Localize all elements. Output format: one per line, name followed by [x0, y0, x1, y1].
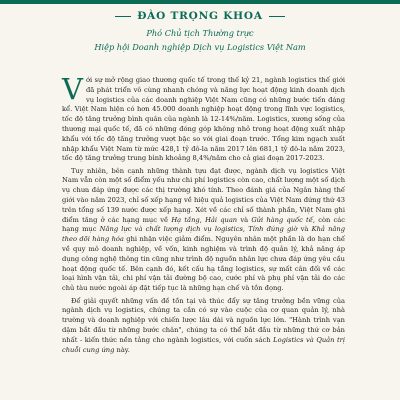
decorative-dash-left	[115, 16, 131, 17]
author-organization: Hiệp hội Doanh nghiệp Dịch vụ Logistics Việt Nam	[94, 42, 306, 52]
paragraph-1	[62, 72, 345, 164]
separator: ,	[242, 225, 249, 234]
foreword-body	[62, 72, 346, 358]
term-service-quality: Năng lực và chất lượng dịch vụ logistics	[99, 225, 243, 234]
paragraph-2	[62, 167, 345, 294]
paragraph-2-text-a: Tuy nhiên, bên cạnh những thành tựu đạt được, ngành dịch vụ logistics Việt Nam vẫn còn một số điểm yếu như chi phí logistics còn cao, chất lượng một số dịch vụ chưa đáp ứng được các thị trường khó tính. Theo đánh giá của Ngân hàng thế giới vào năm 2023, chỉ số xếp hạng về hiệu quả logistics của Việt Nam đứng thứ 43 trên tổng số 139 nước được xếp hạng. Xét về các chỉ số thành phần, Việt Nam ghi điểm tăng ở các hạng mục về	[62, 166, 346, 224]
term-timeliness: Tính đúng giờ	[248, 225, 298, 234]
author-heading	[0, 10, 400, 22]
decorative-dash-right	[269, 16, 285, 17]
book-title: Logistics và Quản trị chuỗi cung ứng	[62, 335, 345, 354]
paragraph-3-text-a: Để giải quyết những vấn đề tồn tại và thúc đẩy sự tăng trưởng bền vững của ngành dịch vụ logistics, chúng ta cần có sự vào cuộc của cơ quan quản lý, nhà trường và doanh nghiệp với chiến lược lâu dài và nguồn lực lớn. "Hành trình vạn dặm bắt đầu từ những bước chân", chúng ta có thể bắt đầu từ những thứ cơ bản nhất - kiến thức nền tảng cho ngành logistics, với cuốn sách	[62, 296, 345, 344]
paragraph-2-text-c: ghi nhận việc giảm điểm. Nguyên nhân một phần là do hạn chế về quy mô doanh nghiệp, về vốn, kinh nghiệm và trình độ quản lý, khả năng áp dụng công nghệ thông tin cũng như trình độ nguồn nhân lực chưa đáp ứng yêu cầu hoạt động quốc tế. Bên cạnh đó, kết cấu hạ tầng logistics, sự mất cân đối về các loại hình vận tải, chi phí vận tải đường bộ cao, cước phí và phụ phí vận tải do các chủ tàu nước ngoài áp đặt tiếp tục là những hạn chế và tồn đọng.	[62, 235, 345, 293]
drop-cap: V	[62, 72, 83, 106]
paragraph-1-text: ới sự mở rộng giao thương quốc tế trong thế kỷ 21, ngành logistics thế giới đã phát triển vô cùng nhanh chóng và năng lực hoạt động kinh doanh dịch vụ logistics của các doanh nghiệp Việt Nam cũng có những bước tiến đáng kể. Việt Nam hiện có hơn 45.000 doanh nghiệp hoạt động trong lĩnh vực logistics, tốc độ tăng trưởng bình quân của ngành là 12-14%/năm. Logistics, xương sống của thương mại quốc tế, đã có những đóng góp không nhỏ trong hoạt động xuất nhập khẩu với tốc độ tăng trưởng vượt bậc so với giai đoạn trước. Tổng kim ngạch xuất nhập khẩu Việt Nam từ mức 428,1 tỷ đô-la năm 2017 lên 681,1 tỷ đô-la năm 2023, tốc độ tăng trưởng trung bình khoảng 8,4%/năm cho cả giai đoạn 2017-2023.	[62, 76, 345, 163]
paragraph-3	[62, 297, 345, 356]
paragraph-2-text-b: , còn các hạng mục	[62, 215, 345, 234]
term-international-shipping: Gửi hàng quốc tế	[251, 215, 313, 224]
separator: ,	[199, 215, 206, 224]
header-band	[0, 0, 400, 4]
author-role: Phó Chủ tịch Thường trực	[146, 28, 254, 38]
separator: và	[237, 215, 252, 224]
author-name: ĐÀO TRỌNG KHOA	[137, 10, 263, 22]
paragraph-3-text-b: này.	[114, 345, 130, 354]
term-tracking: Khả năng theo dõi hàng hóa	[62, 225, 345, 244]
term-customs: Hải quan	[205, 215, 238, 224]
term-infrastructure: Hạ tầng	[171, 215, 200, 224]
separator: và	[297, 225, 312, 234]
